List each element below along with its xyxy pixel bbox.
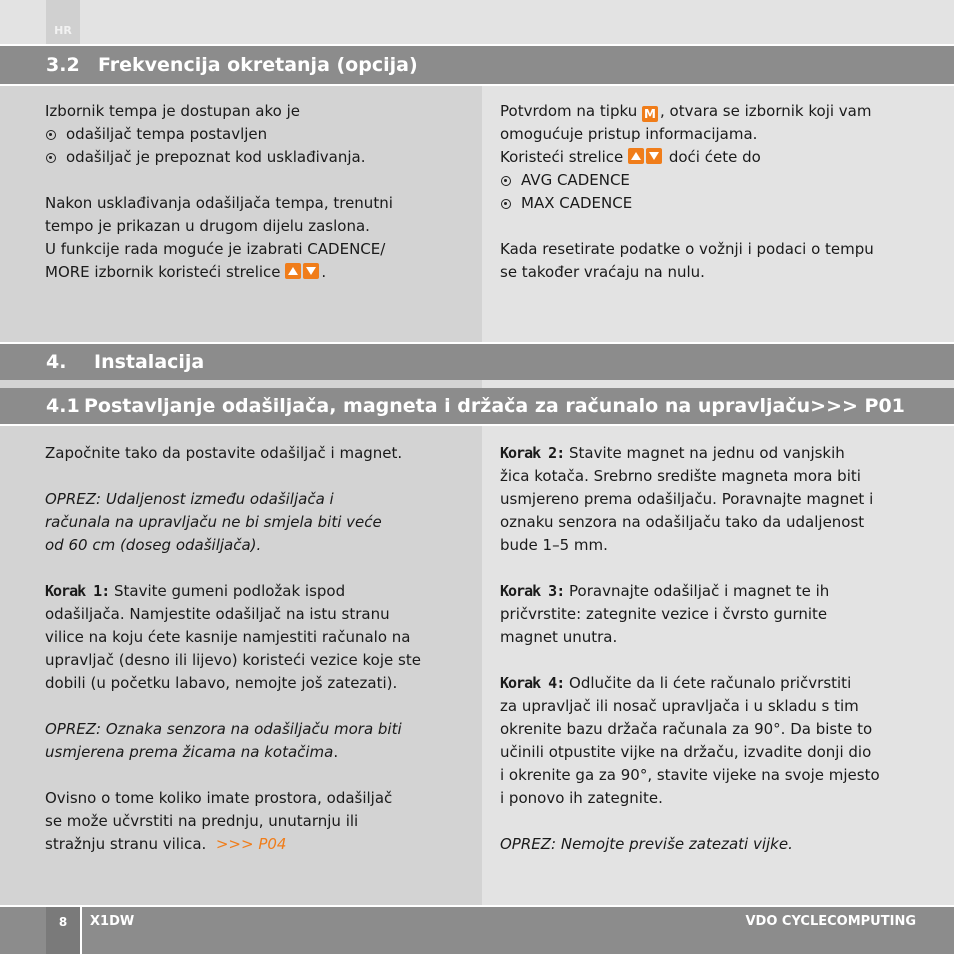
section-title-text: Frekvencija okretanja (opcija) (98, 54, 418, 76)
paragraph: žica kotača. Srebrno središte magneta mora biti (500, 467, 861, 485)
step-label: Korak 4: (500, 674, 565, 692)
paragraph: tempo je prikazan u drugom dijelu zaslona. (45, 217, 370, 235)
section-number: 4. (46, 351, 67, 373)
section-4-title (0, 344, 954, 380)
paragraph: odašiljača. Namjestite odašiljač na istu stranu (45, 605, 390, 623)
paragraph: Nakon usklađivanja odašiljača tempa, trenutni (45, 194, 393, 212)
list-item: odašiljač je prepoznat kod usklađivanja. (45, 146, 475, 169)
bullet-icon (501, 199, 511, 209)
paragraph: MORE izbornik koristeći strelice . (45, 263, 327, 281)
paragraph: učinili otpustite vijke na držaču, izvadite donji dio (500, 743, 872, 761)
paragraph: Korak 3: Poravnajte odašiljač i magnet te ih (500, 582, 830, 600)
step-label: Korak 3: (500, 582, 565, 600)
paragraph: Započnite tako da postavite odašiljač i magnet. (45, 444, 403, 462)
footer-separator (80, 907, 82, 954)
page-reference-link[interactable]: >>> P04 (215, 835, 287, 853)
paragraph: Korak 1: Stavite gumeni podložak ispod (45, 582, 346, 600)
arrow-up-icon (285, 263, 301, 279)
paragraph: za upravljač ili nosač upravljača i u skladu s tim (500, 697, 859, 715)
paragraph: se može učvrstiti na prednju, unutarnju ili (45, 812, 359, 830)
paragraph: upravljač (desno ili lijevo) koristeći vezice koje ste (45, 651, 421, 669)
arrow-down-icon (303, 263, 319, 279)
paragraph: Koristeći strelice doći ćete do (500, 148, 761, 166)
section-3-2-title (0, 46, 954, 84)
paragraph: pričvrstite: zategnite vezice i čvrsto gurnite (500, 605, 828, 623)
bullet-icon (501, 176, 511, 186)
paragraph: Korak 2: Stavite magnet na jednu od vanjskih (500, 444, 845, 462)
spacer (0, 380, 482, 388)
section-title-text: Instalacija (94, 351, 205, 373)
paragraph: okrenite bazu držača računala za 90°. Da biste to (500, 720, 873, 738)
paragraph: Korak 4: Odlučite da li ćete računalo pričvrstiti (500, 674, 852, 692)
section-4-1-right-text (500, 442, 940, 856)
section-3-2-right-text (500, 100, 940, 284)
caution-text: OPREZ: Udaljenost između odašiljača i (45, 490, 334, 508)
brand-name: VDO CYCLECOMPUTING (745, 914, 916, 929)
section-4-1-title (0, 388, 954, 424)
paragraph: Potvrdom na tipku M , otvara se izbornik koji vam (500, 102, 872, 121)
paragraph: Izbornik tempa je dostupan ako je (45, 102, 300, 120)
m-key-icon: M (642, 106, 658, 122)
page-number: 8 (46, 907, 80, 954)
section-number: 3.2 (46, 54, 80, 76)
section-4-1-left-text (45, 442, 475, 856)
paragraph: Ovisno o tome koliko imate prostora, odašiljač (45, 789, 393, 807)
language-tab (46, 0, 80, 44)
arrow-down-icon (646, 148, 662, 164)
step-label: Korak 1: (45, 582, 110, 600)
paragraph: bude 1–5 mm. (500, 536, 608, 554)
paragraph: dobili (u početku labavo, nemojte još zatezati). (45, 674, 398, 692)
bullet-icon (46, 130, 56, 140)
section-3-2-left-text (45, 100, 475, 284)
section-title-text: Postavljanje odašiljača, magneta i držača za računalo na upravljaču>>> P01 (84, 395, 905, 417)
caution-text: OPREZ: Nemojte previše zatezati vijke. (500, 835, 793, 853)
paragraph: Kada resetirate podatke o vožnji i podaci o tempu (500, 240, 874, 258)
paragraph: i okrenite ga za 90°, stavite vijeke na svoje mjesto (500, 766, 880, 784)
paragraph: U funkcije rada moguće je izabrati CADENCE/ (45, 240, 386, 258)
footer (0, 907, 954, 954)
list-item: odašiljač tempa postavljen (45, 123, 475, 146)
list-item: MAX CADENCE (500, 192, 940, 215)
caution-text: OPREZ: Oznaka senzora na odašiljaču mora biti (45, 720, 402, 738)
section-number: 4.1 (46, 395, 80, 417)
list-item: AVG CADENCE (500, 169, 940, 192)
paragraph: stražnju stranu vilica. >>> P04 (45, 835, 287, 853)
paragraph: omogućuje pristup informacijama. (500, 125, 758, 143)
language-label: HR (54, 24, 72, 37)
arrow-up-icon (628, 148, 644, 164)
paragraph: vilice na koju ćete kasnije namjestiti računalo na (45, 628, 411, 646)
model-name: X1DW (90, 914, 135, 929)
paragraph: magnet unutra. (500, 628, 618, 646)
paragraph: usmjereno prema odašiljaču. Poravnajte magnet i (500, 490, 874, 508)
paragraph: se također vraćaju na nulu. (500, 263, 705, 281)
caution-text: od 60 cm (doseg odašiljača). (45, 536, 262, 554)
step-label: Korak 2: (500, 444, 565, 462)
paragraph: oznaku senzora na odašiljaču tako da udaljenost (500, 513, 865, 531)
caution-text: računala na upravljaču ne bi smjela biti veće (45, 513, 382, 531)
caution-text: usmjerena prema žicama na kotačima. (45, 743, 339, 761)
paragraph: i ponovo ih zategnite. (500, 789, 663, 807)
bullet-icon (46, 153, 56, 163)
